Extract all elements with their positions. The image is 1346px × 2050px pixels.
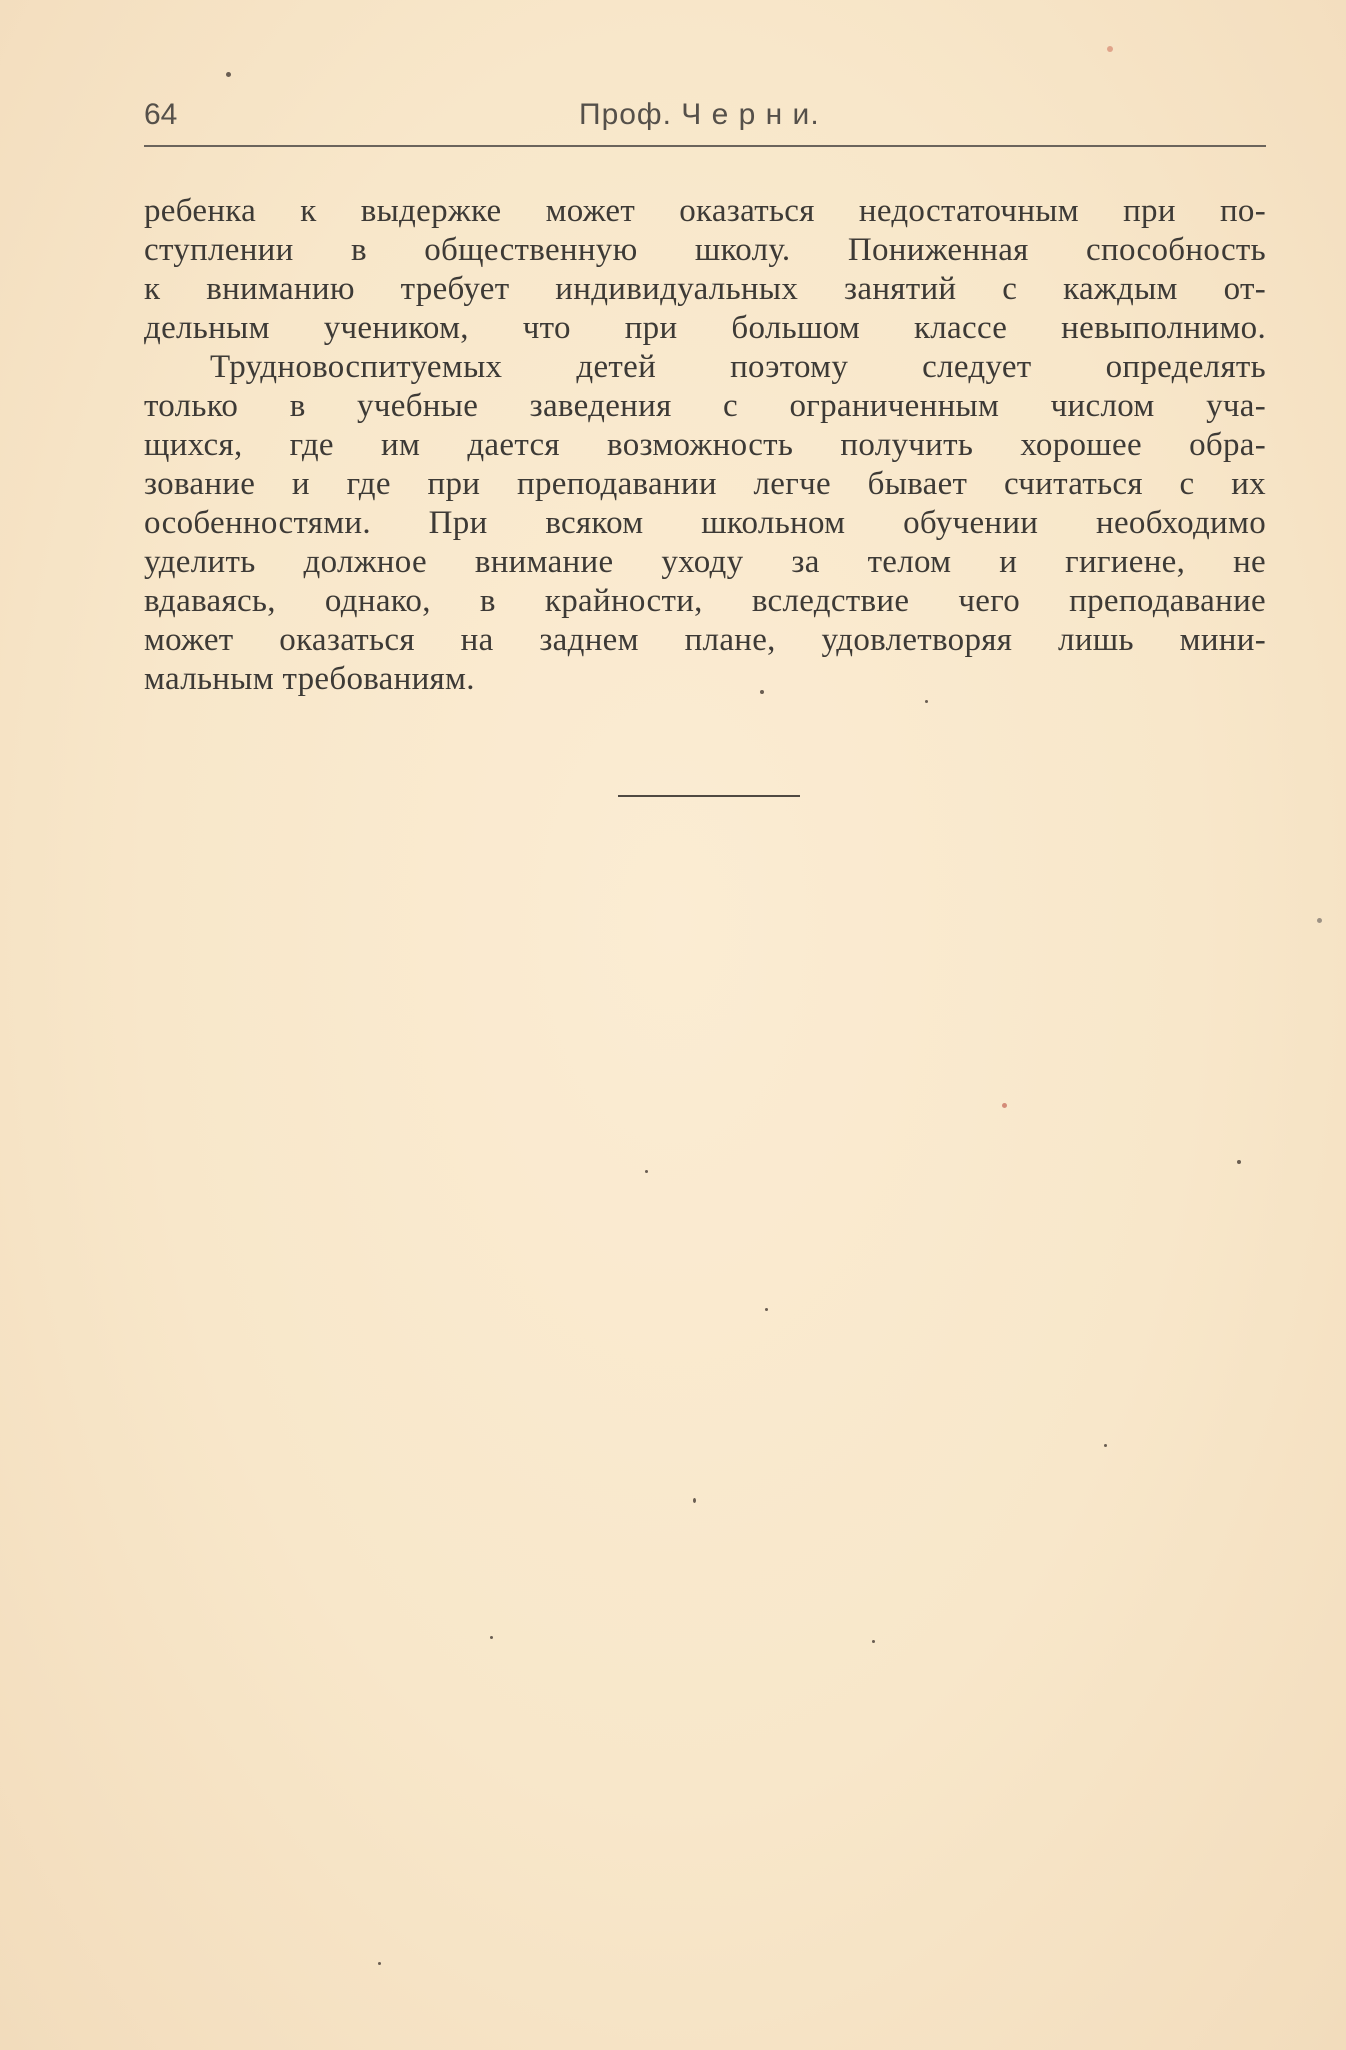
text-line: ребенка к выдержке может оказаться недостаточным при по- (144, 193, 1266, 229)
running-title: Проф. Ч е р н и. (579, 98, 820, 131)
paper-speck (1107, 46, 1113, 52)
body-text (144, 192, 1266, 699)
text-line-last: мальным требованиям. (144, 661, 475, 697)
paper-speck (765, 1308, 768, 1311)
paper-speck (226, 72, 231, 77)
page-number: 64 (144, 98, 178, 131)
text-line: к вниманию требует индивидуальных занятий с каждым от- (144, 271, 1266, 307)
paper-speck (760, 690, 764, 694)
text-line: ступлении в общественную школу. Пониженная способность (144, 232, 1266, 268)
text-line: может оказаться на заднем плане, удовлетворяя лишь мини- (144, 622, 1266, 658)
paper-speck (1237, 1160, 1241, 1164)
paper-speck (925, 700, 928, 703)
text-line: только в учебные заведения с ограниченным числом уча- (144, 388, 1266, 424)
paper-speck (378, 1962, 381, 1965)
text-line: зование и где при преподавании легче бывает считаться с их (144, 466, 1266, 502)
text-line-paragraph-start: Трудновоспитуемых детей поэтому следует определять (210, 349, 1266, 385)
paper-speck (872, 1640, 875, 1643)
header-rule (144, 145, 1266, 147)
paper-speck (1002, 1103, 1007, 1108)
paper-speck (645, 1170, 648, 1173)
text-line: щихся, где им дается возможность получить хорошее обра- (144, 427, 1266, 463)
paper-speck (1104, 1444, 1107, 1447)
paper-speck (1317, 918, 1322, 923)
section-end-rule (618, 795, 800, 797)
text-line: уделить должное внимание уходу за телом и гигиене, не (144, 544, 1266, 580)
paper-speck (693, 1498, 696, 1503)
text-line: дельным учеником, что при большом классе невыполнимо. (144, 310, 1266, 346)
text-line: особенностями. При всяком школьном обучении необходимо (144, 505, 1266, 541)
running-head (144, 98, 1266, 142)
text-line: вдаваясь, однако, в крайности, вследствие чего преподавание (144, 583, 1266, 619)
paper-speck (490, 1636, 493, 1639)
